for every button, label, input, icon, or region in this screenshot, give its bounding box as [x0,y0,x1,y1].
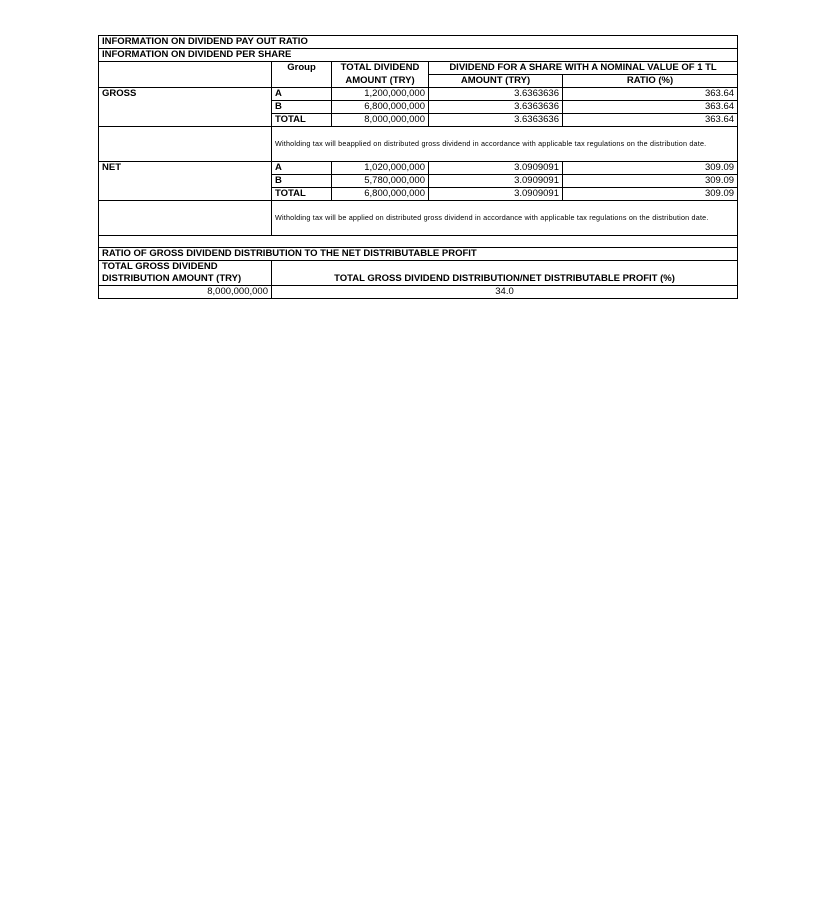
gross-tax-note: Witholding tax will beapplied on distributed gross dividend in accordance with applicable tax regulations on the distribution date. [272,127,738,162]
table-title: INFORMATION ON DIVIDEND PAY OUT RATIO [99,36,738,49]
table-row [99,175,738,188]
ratio-cell: 309.09 [563,175,738,188]
subtitle-row [99,49,738,62]
table-row [99,101,738,114]
ratio-title-row [99,248,738,261]
header-group: Group [272,62,332,75]
amount-cell: 3.6363636 [429,88,563,101]
header-row-2 [99,75,738,88]
total-cell: 6,800,000,000 [332,188,429,201]
header-row-1 [99,62,738,75]
distribution-ratio-value: 34.0 [272,286,738,299]
gross-note-row [99,127,738,162]
ratio-cell: 363.64 [563,101,738,114]
table-row [99,88,738,101]
ratio-cell: 363.64 [563,114,738,127]
table-subtitle: INFORMATION ON DIVIDEND PER SHARE [99,49,738,62]
spacer-row [99,236,738,248]
net-tax-note: Witholding tax will be applied on distributed gross dividend in accordance with applicable tax regulations on the distribution date. [272,201,738,236]
amount-cell: 3.0909091 [429,175,563,188]
ratio-section-title: RATIO OF GROSS DIVIDEND DISTRIBUTION TO THE NET DISTRIBUTABLE PROFIT [99,248,738,261]
table-row [99,162,738,175]
header-per-share-ratio: RATIO (%) [563,75,738,88]
group-cell: TOTAL [272,188,332,201]
total-cell: 1,200,000,000 [332,88,429,101]
gross-distribution-amount: 8,000,000,000 [99,286,272,299]
amount-cell: 3.6363636 [429,114,563,127]
ratio-header-row-1 [99,261,738,274]
header-blank-2 [99,75,272,88]
ratio-cell: 363.64 [563,88,738,101]
net-label: NET [99,162,272,175]
group-cell: TOTAL [272,114,332,127]
dividend-payout-table [98,35,738,299]
group-cell: A [272,88,332,101]
group-cell: B [272,175,332,188]
amount-cell: 3.0909091 [429,162,563,175]
gross-label: GROSS [99,88,272,101]
header-total-dividend-unit: AMOUNT (TRY) [332,75,429,88]
net-note-row [99,201,738,236]
ratio-header-amount: TOTAL GROSS DIVIDEND [99,261,272,274]
ratio-cell: 309.09 [563,162,738,175]
ratio-header-percent: TOTAL GROSS DIVIDEND DISTRIBUTION/NET DISTRIBUTABLE PROFIT (%) [272,273,738,286]
total-cell: 8,000,000,000 [332,114,429,127]
group-cell: A [272,162,332,175]
header-per-share-amount: AMOUNT (TRY) [429,75,563,88]
total-cell: 5,780,000,000 [332,175,429,188]
group-cell: B [272,101,332,114]
ratio-header-amount-unit: DISTRIBUTION AMOUNT (TRY) [99,273,272,286]
header-group-cont [272,75,332,88]
title-row [99,36,738,49]
header-blank [99,62,272,75]
table-row [99,188,738,201]
ratio-value-row [99,286,738,299]
table-row [99,114,738,127]
total-cell: 6,800,000,000 [332,101,429,114]
header-total-dividend: TOTAL DIVIDEND [332,62,429,75]
amount-cell: 3.0909091 [429,188,563,201]
ratio-header-row-2 [99,273,738,286]
amount-cell: 3.6363636 [429,101,563,114]
header-per-share: DIVIDEND FOR A SHARE WITH A NOMINAL VALUE OF 1 TL [429,62,738,75]
total-cell: 1,020,000,000 [332,162,429,175]
ratio-cell: 309.09 [563,188,738,201]
